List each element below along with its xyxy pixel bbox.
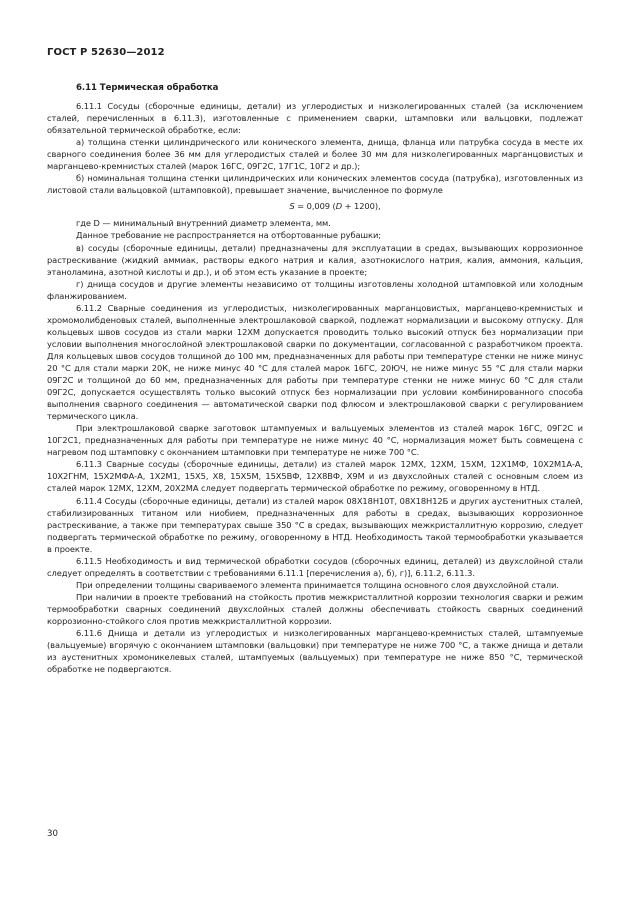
paragraph-electroslag: При электрошлаковой сварке заготовок штампуемых и вальцуемых элементов из сталей марок 16ГС, 09Г2С и 10Г2С1, предназначенных для работы при температуре не ниже минус 40 °С, нормализация может быть совмещена с нагревом под штамповку с окончанием штамповки при температуре не ниже 700 °С. [47, 423, 583, 458]
document-header: ГОСТ Р 52630—2012 [47, 47, 165, 58]
paragraph-note: Данное требование не распространяется на отбортованные рубашки; [76, 230, 381, 241]
formula-explanation: где D — минимальный внутренний диаметр элемента, мм. [76, 218, 331, 229]
paragraph-6-11-4: 6.11.4 Сосуды (сборочные единицы, детали) из сталей марок 08Х18Н10Т, 08Х18Н12Б и других аустенитных сталей, стабилизированных титаном или ниобием, предназначенных для работы в средах, вызывающих коррозионное растрескивание, а также при температурах свыше 350 °С в средах, вызывающих межкристаллитную коррозию, следует подвергать термической обработке по режиму, оговоренному в НТД. Необходимость такой термообработки указывается в проекте. [47, 495, 583, 554]
paragraph-6-11-1: 6.11.1 Сосуды (сборочные единицы, детали) из углеродистых и низколегированных сталей (за исключением сталей, перечисленных в 6.11.3), изготовленные с применением сварки, штамповки или вальцовки, подлежат обязательной термической обработке, если: [47, 101, 583, 136]
list-item-b: б) номинальная толщина стенки цилиндрических или конических элементов сосуда (патрубка), изготовленных из листовой стали вальцовкой (штамповкой), превышает значение, вычисленное по формуле [47, 173, 583, 196]
page-number: 30 [47, 829, 58, 839]
list-item-v: в) сосуды (сборочные единицы, детали) предназначены для эксплуатации в средах, вызывающих коррозионное растрескивание (жидкий аммиак, растворы едкого натрия и калия, азотнокислого натрия, калия, аммония, кальция, этаноламина, азотной кислоты и др.), и об этом есть указание в проекте; [47, 242, 583, 277]
paragraph-6-11-3: 6.11.3 Сварные сосуды (сборочные единицы, детали) из сталей марок 12МХ, 12ХМ, 15ХМ, 12Х1МФ, 10Х2М1А-А, 10Х2ГНМ, 15Х2МФА-А, 1Х2М1, 15Х5, Х8, 15Х5М, 15Х5ВФ, 12Х8ВФ, Х9М и из двухслойных сталей с основным слоем из сталей марок 12МХ, 12ХМ, 20Х2МА следует подвергать термической обработке по режиму, оговоренному в НТД. [47, 459, 583, 494]
paragraph-6-11-6: 6.11.6 Днища и детали из углеродистых и низколегированных марганцево-кремнистых сталей, штампуемые (вальцуемые) вгорячую с окончанием штамповки (вальцовки) при температуре не ниже 700 °С, а также днища и детали из аустенитных хромоникелевых сталей, штампуемых (вальцуемых) при температуре не ниже 850 °С, термической обработке не подвергаются. [47, 628, 583, 675]
paragraph-corrosion: При наличии в проекте требований на стойкость против межкристаллитной коррозии технология сварки и режим термообработки сварных соединений двухслойных сталей должны обеспечивать стойкость сварных соединений коррозионно-стойкого слоя против межкристаллитной коррозии. [47, 591, 583, 626]
formula-rhs-suffix: + 1200), [342, 201, 381, 212]
document-body [47, 82, 583, 675]
paragraph-6-11-5: 6.11.5 Необходимость и вид термической обработки сосудов (сборочных единиц, деталей) из двухслойной стали следует определять в соответствии с требованиями 6.11.1 [перечисления а), б), г)], 6.11.2, 6.11.3. [47, 555, 583, 578]
formula [47, 200, 583, 212]
formula-lhs: S [289, 201, 295, 212]
list-item-a: а) толщина стенки цилиндрического или конического элемента, днища, фланца или патрубка сосуда в месте их сварного соединения более 36 мм для углеродистых сталей и более 30 мм для низколегированных марганцовистых и марганцево-кремнистых сталей (марок 16ГС, 09Г2С, 17Г1С, 10Г2 и др.); [47, 137, 583, 172]
paragraph-6-11-2: 6.11.2 Сварные соединения из углеродистых, низколегированных марганцовистых, марганцево-кремнистых и хромомолибденовых сталей, выполненные электрошлаковой сваркой, подлежат нормализации и высокому отпуску. Для кольцевых швов сосудов из стали марки 12ХМ допускается проводить только высокий отпуск без нормализации при условии выполнения многослойной электрошлаковой сварки по документации, согласованной с разработчиком проекта. Для кольцевых швов сосудов толщиной до 100 мм, предназначенных для работы при температуре стенки не ниже минус 20 °С для стали марки 20К, не ниже минус 40 °С для сталей марок 16ГС, 20ЮЧ, не ниже минус 55 °С для стали марки 09Г2С и толщиной до 60 мм, предназначенных для работы при температуре стенки не ниже минус 60 °С для стали 09Г2С, допускается осуществлять только высокий отпуск без нормализации при условии комбинированного способа выполнения сварного соединения — автоматической сварки под флюсом и электрошлаковой сварки с регулированием термического цикла. [47, 302, 583, 422]
paragraph-thickness: При определении толщины свариваемого элемента принимается толщина основного слоя двухслойной стали. [76, 579, 559, 590]
formula-var: D [335, 201, 343, 212]
section-title: 6.11 Термическая обработка [76, 83, 219, 93]
list-item-g: г) днища сосудов и другие элементы независимо от толщины изготовлены холодной штамповкой или холодным фланжированием. [47, 278, 583, 301]
formula-rhs-prefix: = 0,009 ( [294, 201, 336, 212]
